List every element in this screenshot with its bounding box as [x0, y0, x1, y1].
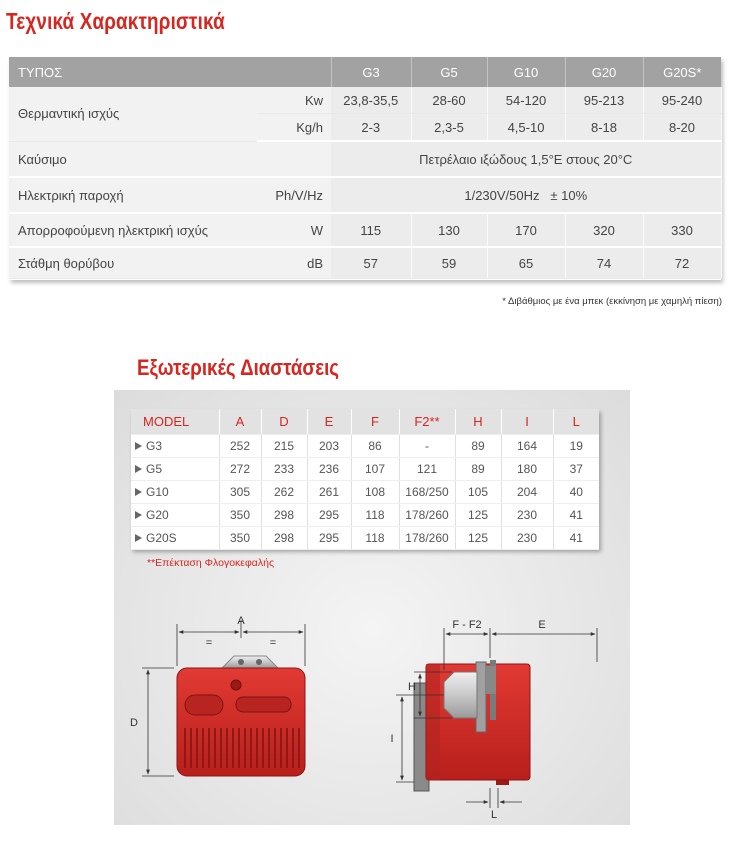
power-kgh-value: 2,3-5	[411, 114, 487, 142]
dim-label-A: A	[237, 615, 245, 627]
power-kw-value: 28-60	[411, 87, 487, 114]
dimensions-table	[131, 409, 599, 550]
spec-header-row	[9, 57, 721, 87]
burner-dimension-diagram	[114, 590, 630, 825]
dims-cell: 118	[351, 504, 399, 527]
model-col: G20S*	[643, 57, 721, 87]
table-row	[131, 504, 599, 527]
fuel-value: Πετρέλαιο ιξώδους 1,5°E στους 20°C	[331, 141, 721, 177]
absorbed-unit: W	[257, 213, 331, 247]
absorbed-value: 170	[487, 213, 565, 247]
dims-cell: 350	[219, 504, 261, 527]
dims-cell: 41	[553, 504, 599, 527]
triangle-bullet-icon	[135, 534, 142, 542]
dim-label-E: E	[538, 619, 546, 631]
dimensions-heading: Εξωτερικές Διαστάσεις	[137, 355, 339, 380]
model-col: G3	[331, 57, 411, 87]
dims-cell: 40	[553, 481, 599, 504]
dims-header: L	[553, 409, 599, 435]
dims-cell: 298	[261, 527, 307, 550]
model-name: G5	[146, 462, 163, 476]
noise-value: 59	[411, 247, 487, 279]
table-row	[131, 527, 599, 550]
dims-cell: 125	[455, 527, 501, 550]
model-col: G5	[411, 57, 487, 87]
dims-cell: 178/260	[399, 527, 455, 550]
dims-cell: 89	[455, 458, 501, 481]
noise-label: Στάθμη θορύβου	[9, 247, 257, 279]
dims-header: A	[219, 409, 261, 435]
electric-unit: Ph/V/Hz	[257, 177, 331, 213]
dims-cell: 262	[261, 481, 307, 504]
noise-unit: dB	[257, 247, 331, 279]
absorbed-value: 115	[331, 213, 411, 247]
model-name: G20	[146, 508, 169, 522]
dims-header: E	[307, 409, 351, 435]
noise-value: 65	[487, 247, 565, 279]
absorbed-value: 130	[411, 213, 487, 247]
power-kgh-value: 8-20	[643, 114, 721, 142]
power-kgh-value: 2-3	[331, 114, 411, 142]
dims-header: F2**	[399, 409, 455, 435]
dim-label-L: L	[490, 809, 498, 821]
noise-value: 72	[643, 247, 721, 279]
dims-header-row	[131, 409, 599, 435]
dim-label-H: H	[408, 681, 416, 693]
dims-cell: 230	[501, 504, 553, 527]
dim-label-D: D	[130, 717, 138, 729]
type-label: ΤΥΠΟΣ	[9, 57, 331, 87]
electric-row	[9, 177, 721, 213]
power-kgh-value: 8-18	[565, 114, 643, 142]
noise-value: 74	[565, 247, 643, 279]
dims-cell: 37	[553, 458, 599, 481]
model-cell	[131, 458, 219, 481]
table-row	[131, 458, 599, 481]
dims-cell: 125	[455, 504, 501, 527]
noise-row	[9, 247, 721, 279]
triangle-bullet-icon	[135, 442, 142, 450]
dims-header: I	[501, 409, 553, 435]
model-cell	[131, 527, 219, 550]
table-row	[131, 481, 599, 504]
dims-header: D	[261, 409, 307, 435]
triangle-bullet-icon	[135, 488, 142, 496]
dims-cell: 295	[307, 504, 351, 527]
triangle-bullet-icon	[135, 465, 142, 473]
dims-cell: 261	[307, 481, 351, 504]
burner-front-view	[142, 620, 305, 776]
model-col: G20	[565, 57, 643, 87]
dims-cell: 19	[553, 435, 599, 458]
dim-label-F-F2: F - F2	[452, 619, 482, 631]
dims-cell: 230	[501, 527, 553, 550]
burner-side-view	[414, 660, 530, 791]
power-kw-value: 23,8-35,5	[331, 87, 411, 114]
model-name: G10	[146, 485, 169, 499]
dims-cell: 298	[261, 504, 307, 527]
power-kgh-value: 4,5-10	[487, 114, 565, 142]
dims-header: MODEL	[131, 409, 219, 435]
dims-header: H	[455, 409, 501, 435]
dim-label-I: I	[390, 733, 394, 745]
dims-cell: 203	[307, 435, 351, 458]
power-kw-value: 54-120	[487, 87, 565, 114]
unit-kw: Kw	[257, 87, 331, 114]
model-name: G3	[146, 439, 163, 453]
model-cell	[131, 435, 219, 458]
dims-cell: 105	[455, 481, 501, 504]
power-kw-row	[9, 87, 721, 114]
dims-header: F	[351, 409, 399, 435]
dims-cell: 108	[351, 481, 399, 504]
model-cell	[131, 481, 219, 504]
dim-label-equal-right: =	[269, 637, 277, 649]
absorbed-label: Απορροφούμενη ηλεκτρική ισχύς	[9, 213, 257, 247]
technical-specs-heading: Τεχνικά Χαρακτηριστικά	[6, 8, 225, 34]
dims-cell: 180	[501, 458, 553, 481]
absorbed-row	[9, 213, 721, 247]
dims-cell: 164	[501, 435, 553, 458]
power-kw-value: 95-213	[565, 87, 643, 114]
dims-cell: 121	[399, 458, 455, 481]
model-col: G10	[487, 57, 565, 87]
dims-cell: 178/260	[399, 504, 455, 527]
dims-footnote: **Επέκταση Φλογοκεφαλής	[147, 557, 275, 569]
fuel-label: Καύσιμο	[9, 141, 331, 177]
dims-cell: 204	[501, 481, 553, 504]
unit-kgh: Kg/h	[257, 114, 331, 142]
dims-cell: 215	[261, 435, 307, 458]
dims-cell: 350	[219, 527, 261, 550]
dims-cell: -	[399, 435, 455, 458]
dims-cell: 252	[219, 435, 261, 458]
dim-label-equal-left: =	[205, 637, 213, 649]
absorbed-value: 330	[643, 213, 721, 247]
fuel-row	[9, 141, 721, 177]
model-cell	[131, 504, 219, 527]
table-row	[131, 435, 599, 458]
dims-cell: 41	[553, 527, 599, 550]
absorbed-value: 320	[565, 213, 643, 247]
dims-cell: 272	[219, 458, 261, 481]
spec-footnote: * Διβάθμιος με ένα μπεκ (εκκίνηση με χαμηλή πίεση)	[502, 296, 722, 307]
dims-cell: 305	[219, 481, 261, 504]
dims-cell: 107	[351, 458, 399, 481]
dims-cell: 233	[261, 458, 307, 481]
power-label: Θερμαντική ισχύς	[9, 87, 257, 141]
dims-cell: 118	[351, 527, 399, 550]
spec-table	[9, 57, 722, 279]
model-name: G20S	[146, 531, 177, 545]
dims-cell: 236	[307, 458, 351, 481]
dims-cell: 168/250	[399, 481, 455, 504]
triangle-bullet-icon	[135, 511, 142, 519]
electric-value: 1/230V/50Hz ± 10%	[331, 177, 721, 213]
dims-cell: 295	[307, 527, 351, 550]
noise-value: 57	[331, 247, 411, 279]
electric-label: Ηλεκτρική παροχή	[9, 177, 257, 213]
dims-cell: 89	[455, 435, 501, 458]
power-kw-value: 95-240	[643, 87, 721, 114]
dims-cell: 86	[351, 435, 399, 458]
